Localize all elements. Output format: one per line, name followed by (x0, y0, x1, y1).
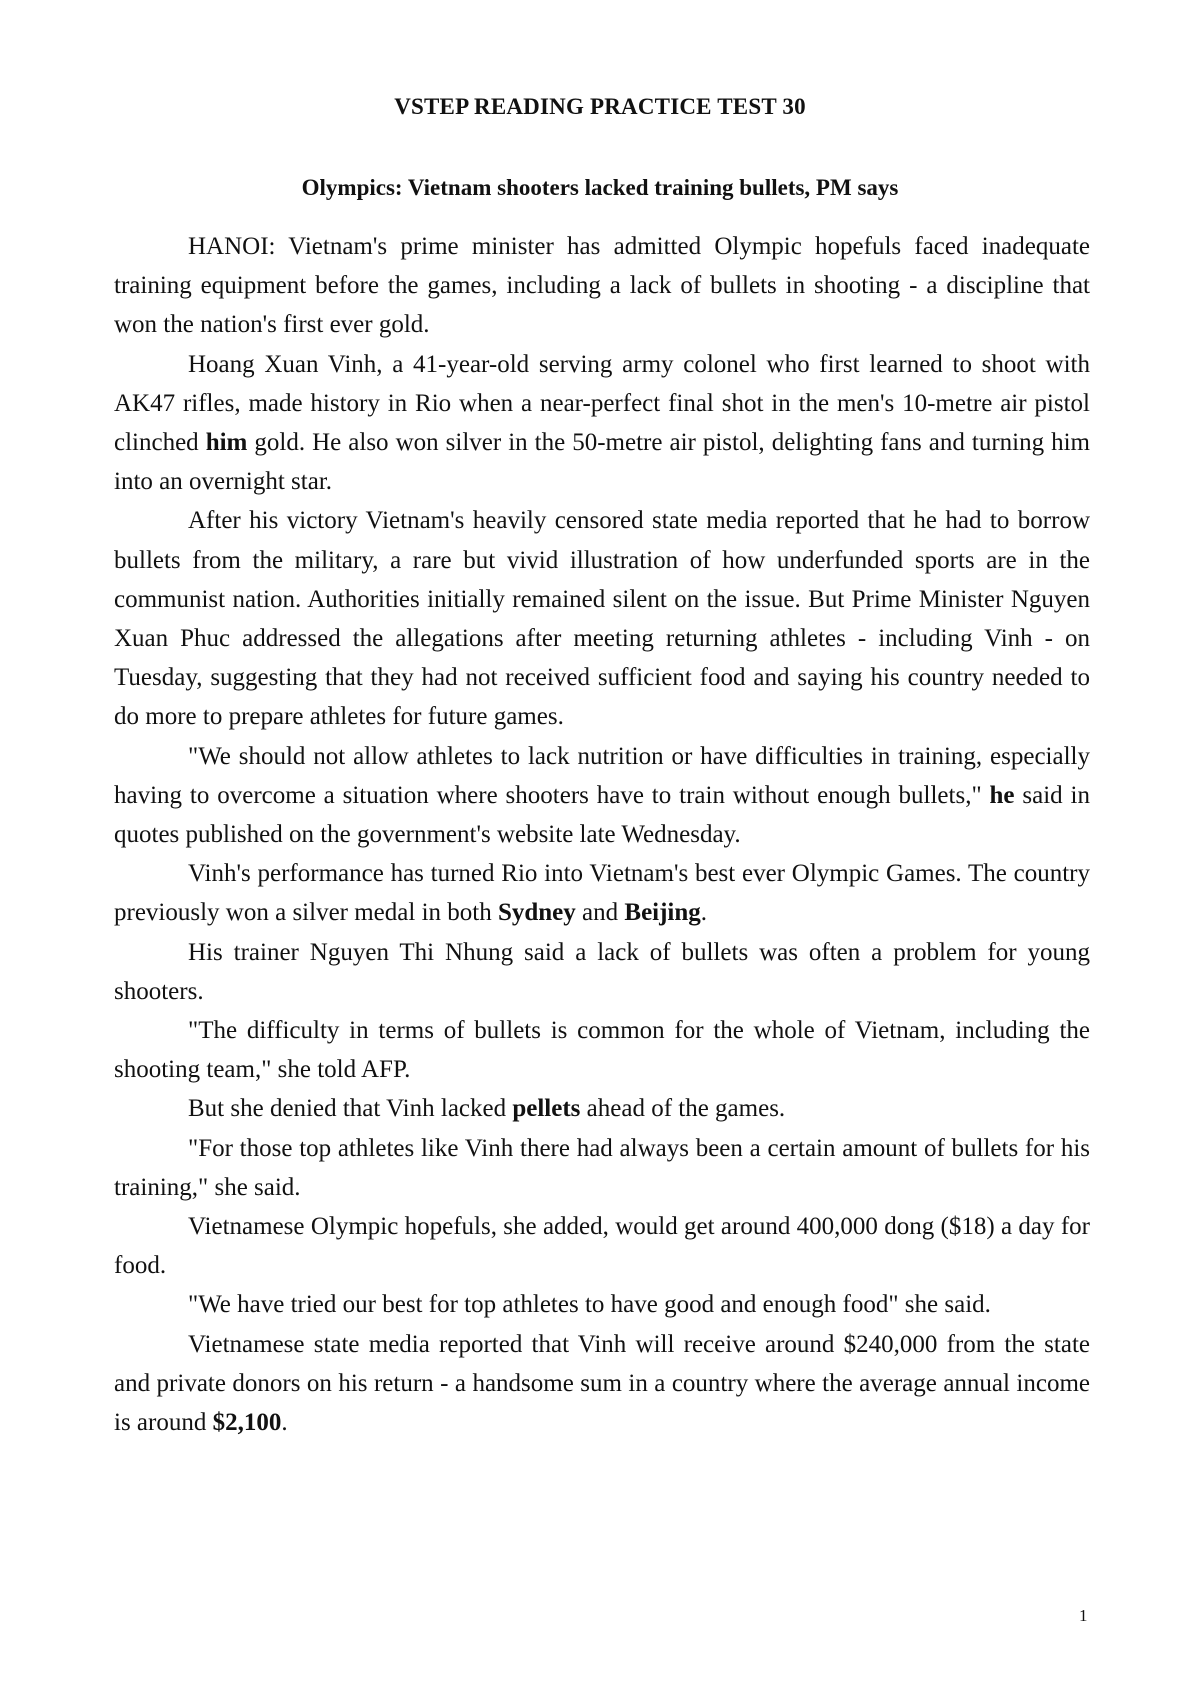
paragraph-5 (114, 854, 1090, 932)
paragraph-5-text-middle: and (575, 899, 625, 927)
paragraph-1: HANOI: Vietnam's prime minister has admitted Olympic hopefuls faced inadequate training equipment before the games, including a lack of bullets in shooting - a discipline that won the nation's first ever gold. (114, 233, 1090, 339)
paragraph-8 (114, 1089, 1090, 1128)
paragraph-7: "The difficulty in terms of bullets is common for the whole of Vietnam, including the shooting team," she told AFP. (114, 1017, 1090, 1084)
paragraph-11: "We have tried our best for top athletes to have good and enough food" she said. (188, 1291, 991, 1319)
highlighted-word-pellets: pellets (512, 1095, 581, 1123)
article-body (114, 227, 1090, 1442)
paragraph-4-text-after: said in quotes published on the government's website late Wednesday. (114, 781, 1090, 849)
paragraph-9: "For those top athletes like Vinh there had always been a certain amount of bullets for his training," she said. (114, 1134, 1090, 1201)
paragraph-3: After his victory Vietnam's heavily censored state media reported that he had to borrow bullets from the military, a rare but vivid illustration of how underfunded sports are in the communist nation. Authorities initially remained silent on the issue. But Prime Minister Nguyen Xuan Phuc addressed the allegations after meeting returning athletes - including Vinh - on Tuesday, suggesting that they had not received sufficient food and saying his country needed to do more to prepare athletes for future games. (114, 507, 1090, 731)
paragraph-5-text-after: . (700, 899, 708, 927)
paragraph-6: His trainer Nguyen Thi Nhung said a lack of bullets was often a problem for young shooters. (114, 938, 1090, 1005)
paragraph-2 (114, 345, 1090, 502)
paragraph-4-text-before: "We should not allow athletes to lack nutrition or have difficulties in training, especially having to overcome a situation where shooters have to train without enough bullets," (114, 742, 1090, 809)
highlighted-word-him: him (205, 429, 248, 457)
document-title: VSTEP READING PRACTICE TEST 30 (394, 94, 806, 119)
paragraph-8-text-before: But she denied that Vinh lacked (188, 1095, 513, 1123)
paragraph-8-text-after: ahead of the games. (580, 1095, 786, 1123)
paragraph-12-text-after: . (281, 1409, 288, 1437)
article-headline: Olympics: Vietnam shooters lacked training bullets, PM says (301, 175, 899, 200)
paragraph-12 (114, 1325, 1090, 1443)
highlighted-word-he: he (989, 781, 1015, 809)
highlighted-word-income: $2,100 (212, 1409, 282, 1437)
paragraph-10: Vietnamese Olympic hopefuls, she added, would get around 400,000 dong ($18) a day for food. (114, 1213, 1090, 1280)
paragraph-12-text-before: Vietnamese state media reported that Vinh will receive around $240,000 from the state and private donors on his return - a handsome sum in a country where the average annual income is around (114, 1330, 1090, 1437)
paragraph-2-text-after: gold. He also won silver in the 50-metre air pistol, delighting fans and turning him into an overnight star. (114, 429, 1090, 496)
paragraph-5-text-before: Vinh's performance has turned Rio into Vietnam's best ever Olympic Games. The country previously won a silver medal in both (114, 860, 1090, 927)
paragraph-4 (114, 737, 1090, 855)
highlighted-word-beijing: Beijing (624, 899, 701, 927)
page-number: 1 (1079, 1606, 1088, 1625)
highlighted-word-sydney: Sydney (497, 899, 576, 927)
paragraph-2-text-before: Hoang Xuan Vinh, a 41-year-old serving army colonel who first learned to shoot with AK47 rifles, made history in Rio when a near-perfect final shot in the men's 10-metre air pistol clinched (114, 350, 1090, 457)
